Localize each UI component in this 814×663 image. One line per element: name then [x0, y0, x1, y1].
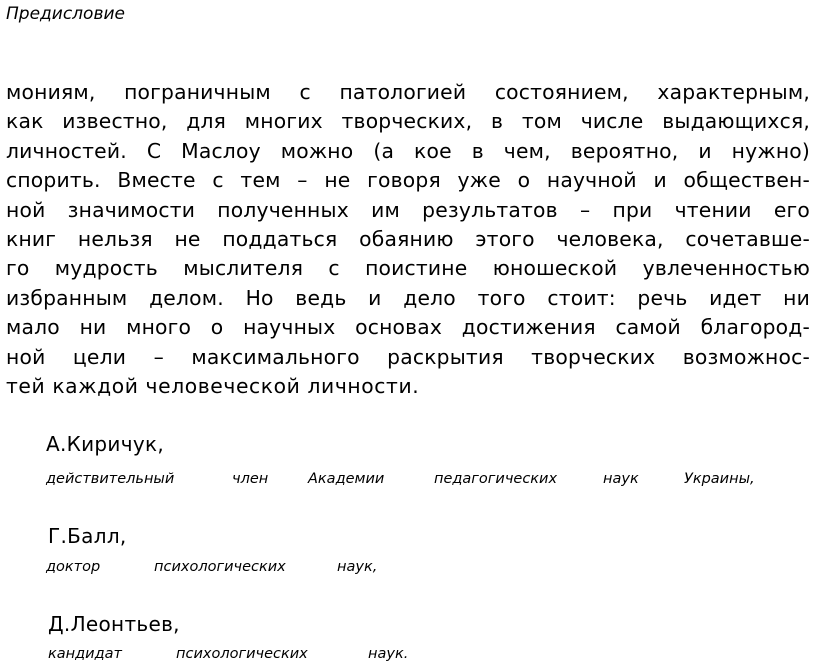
signature-title-word: действительный: [46, 471, 175, 487]
text-line: ной цели – максимального раскрытия творческих возможнос-: [6, 344, 810, 369]
signature-title-word: наук: [603, 471, 639, 487]
text-line: личностей. С Маслоу можно (а кое в чем, вероятно, и нужно): [6, 138, 810, 163]
text-line: мониям, пограничным с патологией состоянием, характерным,: [6, 80, 810, 104]
text-line: го мудрость мыслителя с поистине юношеской увлеченностью: [6, 256, 810, 281]
signature-title-word: член: [232, 471, 269, 487]
signature-title-word: психологических: [176, 646, 308, 662]
running-header: Предисловие: [6, 4, 125, 24]
signature-title-word: наук.: [368, 646, 409, 662]
signature-title-word: психологических: [154, 559, 286, 575]
signature-title-word: Академии: [308, 471, 385, 487]
text-line: книг нельзя не поддаться обаянию этого человека, сочетавше-: [6, 226, 810, 251]
signature-title-word: Украины,: [684, 471, 755, 487]
signature-title-word: кандидат: [48, 646, 122, 662]
signature-name: Г.Балл,: [48, 524, 127, 548]
signature-title-word: педагогических: [434, 471, 558, 487]
text-line: мало ни много о научных основах достижения самой благород-: [6, 315, 810, 340]
body-text: [6, 78, 810, 401]
signature-name: А.Киричук,: [46, 432, 165, 456]
text-line: избранным делом. Но ведь и дело того стоит: речь идет ни: [6, 285, 810, 310]
signature-name: Д.Леонтьев,: [48, 612, 180, 636]
signature-title: [46, 470, 766, 488]
signature-title: [48, 645, 448, 663]
text-line: тей каждой человеческой личности.: [6, 373, 420, 398]
text-line: ной значимости полученных им результатов – при чтении его: [6, 197, 810, 222]
text-line: как известно, для многих творческих, в том числе выдающихся,: [6, 109, 810, 134]
signature-title: [46, 558, 446, 576]
signature-title-word: наук,: [337, 559, 378, 575]
text-line: спорить. Вместе с тем – не говоря уже о научной и обществен-: [6, 168, 810, 193]
signature-title-word: доктор: [46, 559, 101, 575]
